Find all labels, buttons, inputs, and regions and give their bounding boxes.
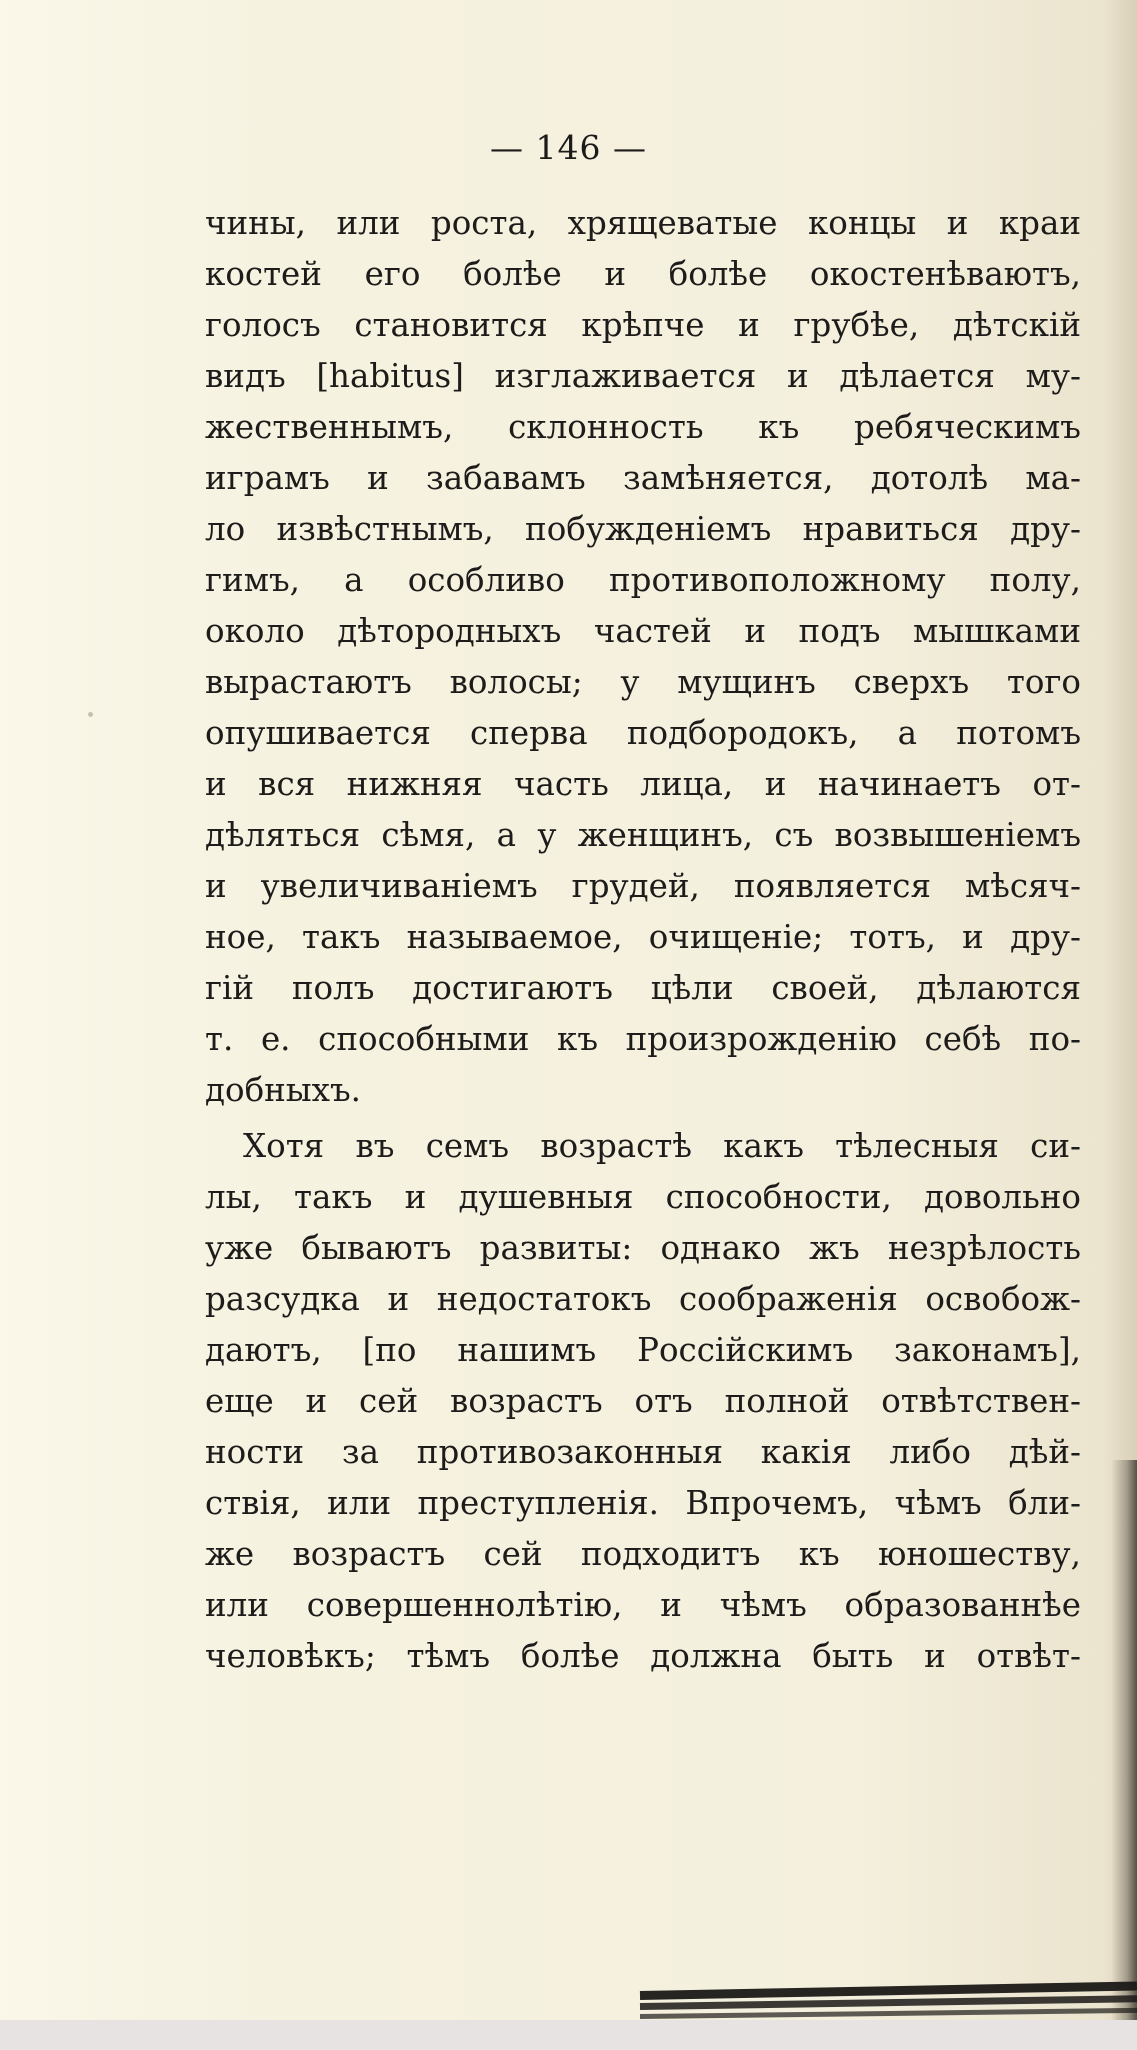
text-line: играмъ и забавамъ замѣняется, дотолѣ ма- — [205, 459, 1081, 497]
text-line: опушивается сперва подбородокъ, а потомъ — [205, 714, 1081, 752]
text-line: ное, такъ называемое, очищеніе; тотъ, и дру- — [205, 918, 1081, 956]
page-edge-stripe — [640, 2008, 1137, 2019]
text-line: видъ [habitus] изглаживается и дѣлается му- — [205, 357, 1081, 395]
text-line: же возрастъ сей подходитъ къ юношеству, — [205, 1535, 1081, 1573]
text-line: жественнымъ, склонность къ ребяческимъ — [205, 408, 1081, 446]
text-line: ствія, или преступленія. Впрочемъ, чѣмъ бли- — [205, 1484, 1081, 1522]
text-line: гій полъ достигаютъ цѣли своей, дѣлаются — [205, 969, 1081, 1007]
scan-bottom-margin — [0, 2020, 1137, 2050]
text-line: Хотя въ семъ возрастѣ какъ тѣлесныя си- — [243, 1127, 1081, 1165]
text-line: гимъ, а особливо противоположному полу, — [205, 561, 1081, 599]
text-line: еще и сей возрастъ отъ полной отвѣтствен- — [205, 1382, 1081, 1420]
text-line: уже бываютъ развиты: однако жъ незрѣлость — [205, 1229, 1081, 1267]
text-line: лы, такъ и душевныя способности, довольно — [205, 1178, 1081, 1216]
text-line: дѣляться сѣмя, а у женщинъ, съ возвышеніемъ — [205, 816, 1081, 854]
body-text — [205, 198, 1081, 1682]
page-number: — 146 — — [490, 128, 647, 167]
text-line: около дѣтородныхъ частей и подъ мышками — [205, 612, 1081, 650]
text-line: и увеличиваніемъ грудей, появляется мѣсяч- — [205, 867, 1081, 905]
text-line: и вся нижняя часть лица, и начинаетъ от- — [205, 765, 1081, 803]
text-line: ло извѣстнымъ, побужденіемъ нравиться дру- — [205, 510, 1081, 548]
text-line: голосъ становится крѣпче и грубѣе, дѣтскій — [205, 306, 1081, 344]
text-line: вырастаютъ волосы; у мущинъ сверхъ того — [205, 663, 1081, 701]
text-line: человѣкъ; тѣмъ болѣе должна быть и отвѣт- — [205, 1637, 1081, 1675]
text-line: ности за противозаконныя какія либо дѣй- — [205, 1433, 1081, 1471]
text-line: чины, или роста, хрящеватые концы и краи — [205, 204, 1081, 242]
text-line: т. е. способными къ произрожденію себѣ по- — [205, 1020, 1081, 1058]
paragraph — [205, 198, 1081, 1116]
text-line: добныхъ. — [205, 1071, 362, 1109]
page-edge-shadow — [1111, 1460, 1137, 2050]
text-line: даютъ, [по нашимъ Россійскимъ законамъ], — [205, 1331, 1081, 1369]
text-line: костей его болѣе и болѣе окостенѣваютъ, — [205, 255, 1081, 293]
paper-speck — [88, 712, 93, 717]
paragraph — [205, 1121, 1081, 1682]
text-line: разсудка и недостатокъ соображенія освобож- — [205, 1280, 1081, 1318]
text-line: или совершеннолѣтію, и чѣмъ образованнѣе — [205, 1586, 1081, 1624]
